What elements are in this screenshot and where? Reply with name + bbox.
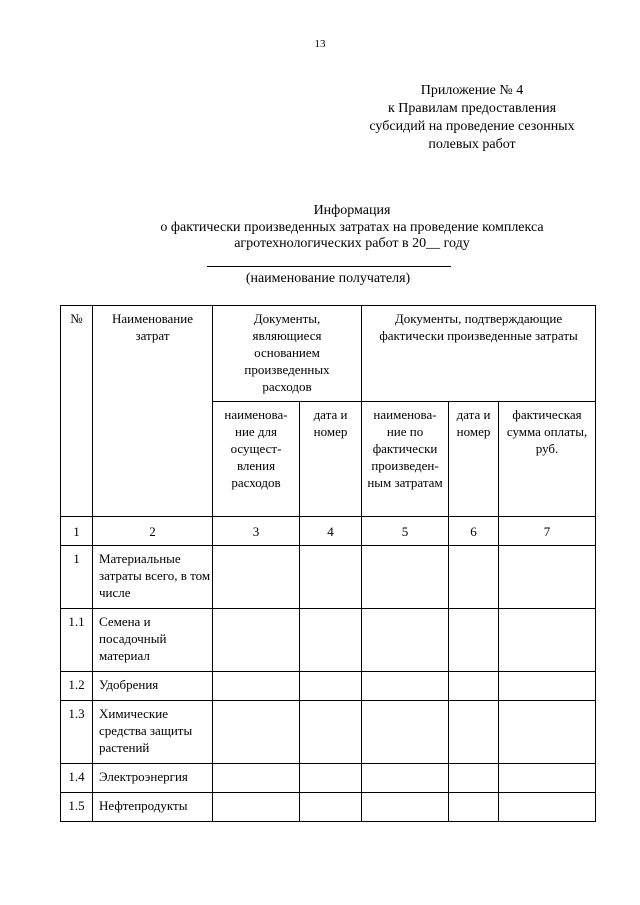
- appendix-heading: [340, 82, 604, 154]
- cell-empty: [449, 701, 499, 764]
- table-row: [61, 793, 596, 822]
- appendix-line: Приложение № 4: [420, 83, 524, 98]
- cell-empty: [300, 672, 362, 701]
- header-cost-name: Наименование затрат: [93, 306, 213, 517]
- appendix-line: субсидий на проведение сезонных: [369, 119, 575, 134]
- column-number: 2: [93, 517, 213, 546]
- document-title: [80, 203, 624, 253]
- header-col6: дата и номер: [449, 402, 499, 517]
- cell-empty: [300, 764, 362, 793]
- row-cost-name: Электроэнергия: [93, 764, 213, 793]
- cell-empty: [300, 701, 362, 764]
- column-number: 1: [61, 517, 93, 546]
- cell-empty: [499, 672, 596, 701]
- row-cost-name: Материальные затраты всего, в том числе: [93, 546, 213, 609]
- cell-empty: [362, 793, 449, 822]
- row-cost-name: Нефтепродукты: [93, 793, 213, 822]
- row-number: 1.4: [61, 764, 93, 793]
- cell-empty: [213, 764, 300, 793]
- page-number: 13: [314, 38, 326, 50]
- cell-empty: [449, 672, 499, 701]
- cell-empty: [213, 609, 300, 672]
- cell-empty: [362, 609, 449, 672]
- cell-empty: [213, 793, 300, 822]
- cell-empty: [300, 546, 362, 609]
- recipient-name-blank: [207, 266, 451, 267]
- row-number: 1: [61, 546, 93, 609]
- cell-empty: [499, 546, 596, 609]
- row-cost-name: Удобрения: [93, 672, 213, 701]
- cell-empty: [449, 546, 499, 609]
- header-col7: фактическая сумма оплаты, руб.: [499, 402, 596, 517]
- table-row: [61, 609, 596, 672]
- cell-empty: [213, 672, 300, 701]
- column-number: 3: [213, 517, 300, 546]
- row-number: 1.1: [61, 609, 93, 672]
- row-cost-name: Химические средства защиты растений: [93, 701, 213, 764]
- table-row: [61, 701, 596, 764]
- row-number: 1.5: [61, 793, 93, 822]
- column-number: 5: [362, 517, 449, 546]
- header-col5: наименова-ние по фактически произведен-ным затратам: [362, 402, 449, 517]
- cell-empty: [300, 609, 362, 672]
- cell-empty: [213, 546, 300, 609]
- title-line: Информация: [313, 203, 391, 218]
- cell-empty: [213, 701, 300, 764]
- cell-empty: [362, 701, 449, 764]
- column-numbers-row: [61, 517, 596, 546]
- title-line: агротехнологических работ в 20__ году: [234, 236, 470, 251]
- table-row: [61, 764, 596, 793]
- costs-table: [60, 305, 596, 822]
- recipient-caption: (наименование получателя): [245, 271, 411, 286]
- cell-empty: [449, 609, 499, 672]
- cell-empty: [362, 764, 449, 793]
- cell-empty: [362, 672, 449, 701]
- column-number: 4: [300, 517, 362, 546]
- row-number: 1.3: [61, 701, 93, 764]
- cell-empty: [499, 701, 596, 764]
- row-number: 1.2: [61, 672, 93, 701]
- table-row: [61, 546, 596, 609]
- header-basis-documents: Документы, являющиеся основанием произведенных расходов: [213, 306, 362, 402]
- cell-empty: [449, 764, 499, 793]
- cell-empty: [499, 764, 596, 793]
- row-cost-name: Семена и посадочный материал: [93, 609, 213, 672]
- header-confirming-documents: Документы, подтверждающие фактически произведенные затраты: [362, 306, 596, 402]
- column-number: 6: [449, 517, 499, 546]
- title-line: о фактически произведенных затратах на проведение комплекса: [160, 219, 544, 235]
- cell-empty: [499, 793, 596, 822]
- appendix-line: полевых работ: [428, 137, 516, 152]
- header-col4: дата и номер: [300, 402, 362, 517]
- column-number: 7: [499, 517, 596, 546]
- cell-empty: [499, 609, 596, 672]
- cell-empty: [362, 546, 449, 609]
- header-number: №: [61, 306, 93, 517]
- appendix-line: к Правилам предоставления: [387, 101, 557, 116]
- header-col3: наименова-ние для осущест-вления расходов: [213, 402, 300, 517]
- table-row: [61, 672, 596, 701]
- cell-empty: [300, 793, 362, 822]
- cell-empty: [449, 793, 499, 822]
